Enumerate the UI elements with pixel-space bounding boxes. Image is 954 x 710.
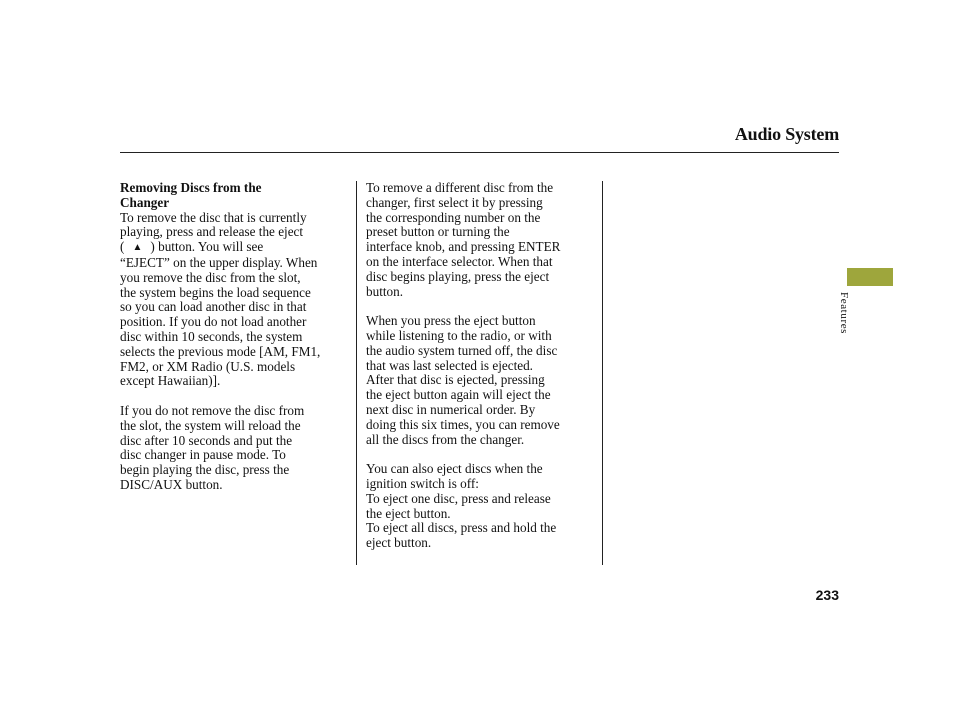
text-line: ignition switch is off: bbox=[366, 475, 479, 491]
left-column bbox=[120, 181, 352, 493]
text-line: You can also eject discs when the bbox=[366, 461, 543, 477]
text-line: except Hawaiian)]. bbox=[120, 373, 221, 389]
text-line: the slot, the system will reload the bbox=[120, 417, 301, 433]
page-number: 233 bbox=[815, 587, 839, 603]
section-tab bbox=[847, 268, 893, 286]
text-line: that was last selected is ejected. bbox=[366, 357, 533, 373]
text-line: the eject button again will eject the bbox=[366, 387, 551, 403]
text-line: changer, first select it by pressing bbox=[366, 194, 543, 210]
paragraph-eject-while-radio bbox=[366, 314, 598, 447]
text-line: the eject button. bbox=[366, 505, 451, 521]
text-line: interface knob, and pressing ENTER bbox=[366, 239, 561, 255]
text-line: you remove the disc from the slot, bbox=[120, 269, 301, 285]
eject-close-paren: ) bbox=[150, 239, 155, 255]
text-line: “EJECT” on the upper display. When bbox=[120, 254, 318, 270]
text-line: eject button. bbox=[366, 535, 432, 551]
text-line: all the discs from the changer. bbox=[366, 431, 525, 447]
section-tab-label: Features bbox=[838, 292, 850, 335]
paragraph-remove-different-disc bbox=[366, 181, 598, 299]
text-line: disc within 10 seconds, the system bbox=[120, 328, 303, 344]
text-line: DISC/AUX button. bbox=[120, 476, 223, 492]
page-title: Audio System bbox=[734, 124, 839, 144]
eject-open-paren: ( bbox=[120, 239, 125, 255]
text-line: When you press the eject button bbox=[366, 313, 536, 329]
text-line: FM2, or XM Radio (U.S. models bbox=[120, 358, 296, 374]
eject-icon: ▲ bbox=[132, 242, 143, 254]
text-line: on the interface selector. When that bbox=[366, 253, 553, 269]
text-line: the corresponding number on the bbox=[366, 209, 541, 225]
text-line: doing this six times, you can remove bbox=[366, 416, 560, 432]
text-line: disc begins playing, press the eject bbox=[366, 268, 550, 284]
text-line: button. bbox=[366, 283, 403, 299]
text-line: the audio system turned off, the disc bbox=[366, 342, 558, 358]
text-line: button. You will see bbox=[158, 239, 264, 255]
text-line: To remove a different disc from the bbox=[366, 180, 554, 195]
section-heading bbox=[120, 181, 352, 211]
text-line: To eject all discs, press and hold the bbox=[366, 520, 557, 536]
column-divider bbox=[602, 181, 603, 565]
text-line: next disc in numerical order. By bbox=[366, 401, 536, 417]
header-divider bbox=[120, 152, 839, 153]
text-line: selects the previous mode [AM, FM1, bbox=[120, 343, 321, 359]
section-heading-line-1: Removing Discs from the bbox=[120, 180, 262, 195]
text-line: position. If you do not load another bbox=[120, 314, 307, 330]
paragraph-remove-current-disc bbox=[120, 211, 352, 390]
middle-column bbox=[366, 181, 598, 551]
text-line: To eject one disc, press and release bbox=[366, 490, 551, 506]
column-divider bbox=[356, 181, 357, 565]
paragraph-ignition-off bbox=[366, 462, 598, 551]
text-line: To remove the disc that is currently bbox=[120, 209, 307, 225]
paragraph-reload-disc bbox=[120, 404, 352, 493]
section-heading-line-2: Changer bbox=[120, 194, 170, 210]
text-line: disc after 10 seconds and put the bbox=[120, 432, 293, 448]
text-line: If you do not remove the disc from bbox=[120, 402, 305, 418]
text-line: disc changer in pause mode. To bbox=[120, 447, 286, 463]
text-line: the system begins the load sequence bbox=[120, 284, 311, 300]
text-line: playing, press and release the eject bbox=[120, 224, 304, 240]
text-line: begin playing the disc, press the bbox=[120, 462, 290, 478]
text-line: while listening to the radio, or with bbox=[366, 327, 552, 343]
text-line: so you can load another disc in that bbox=[120, 299, 307, 315]
text-line: After that disc is ejected, pressing bbox=[366, 372, 545, 388]
text-line: preset button or turning the bbox=[366, 224, 510, 240]
